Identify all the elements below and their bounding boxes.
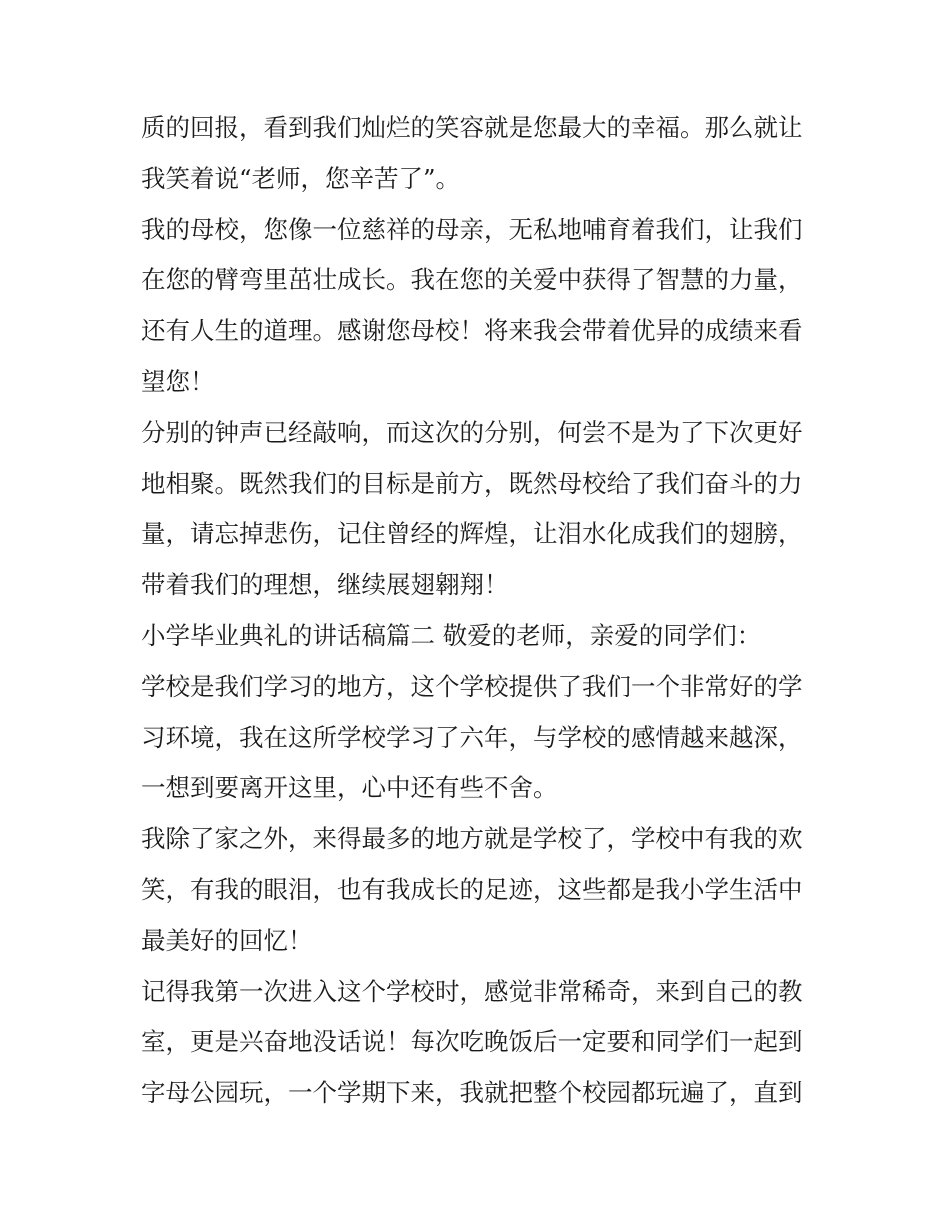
text-line: 记得我第一次进入这个学校时，感觉非常稀奇，来到自己的教 [141, 976, 803, 1006]
text-line: 量，请忘掉悲伤，记住曾经的辉煌，让泪水化成我们的翅膀， [141, 519, 803, 549]
heading-line: 小学毕业典礼的讲话稿篇二 敬爱的老师，亲爱的同学们： [141, 620, 762, 650]
text-line: 还有人生的道理。感谢您母校！将来我会带着优异的成绩来看 [141, 316, 803, 346]
text-line: 字母公园玩，一个学期下来，我就把整个校园都玩遍了，直到 [141, 1078, 803, 1108]
paragraph-3 [141, 408, 821, 611]
paragraph-6 [141, 814, 821, 966]
text-line: 学校是我们学习的地方，这个学校提供了我们一个非常好的学 [141, 671, 803, 701]
text-line: 室，更是兴奋地没话说！每次吃晚饭后一定要和同学们一起到 [141, 1027, 803, 1057]
paragraph-2 [141, 205, 821, 408]
text-line: 质的回报，看到我们灿烂的笑容就是您最大的幸福。那么就让 [141, 113, 803, 142]
text-line: 一想到要离开这里，心中还有些不舍。 [141, 773, 558, 803]
text-line: 带着我们的理想，继续展翅翱翔！ [141, 570, 509, 600]
text-line: 最美好的回忆！ [141, 925, 313, 955]
text-line: 地相聚。既然我们的目标是前方，既然母校给了我们奋斗的力 [141, 468, 803, 498]
document-body [141, 103, 821, 1119]
paragraph-1 [141, 103, 821, 205]
text-line: 分别的钟声已经敲响，而这次的分别，何尝不是为了下次更好 [141, 417, 803, 447]
text-line: 笑，有我的眼泪，也有我成长的足迹，这些都是我小学生活中 [141, 874, 803, 904]
text-line: 我除了家之外，来得最多的地方就是学校了，学校中有我的欢 [141, 824, 803, 854]
text-line: 习环境，我在这所学校学习了六年，与学校的感情越来越深， [141, 722, 803, 752]
text-line: 在您的臂弯里茁壮成长。我在您的关爱中获得了智慧的力量， [141, 265, 803, 295]
paragraph-7 [141, 967, 821, 1119]
paragraph-5 [141, 662, 821, 814]
section-heading [141, 611, 821, 662]
text-line: 我的母校，您像一位慈祥的母亲，无私地哺育着我们，让我们 [141, 214, 803, 244]
text-line: 望您！ [141, 366, 215, 396]
text-line: 我笑着说“老师，您辛苦了”。 [141, 163, 461, 193]
